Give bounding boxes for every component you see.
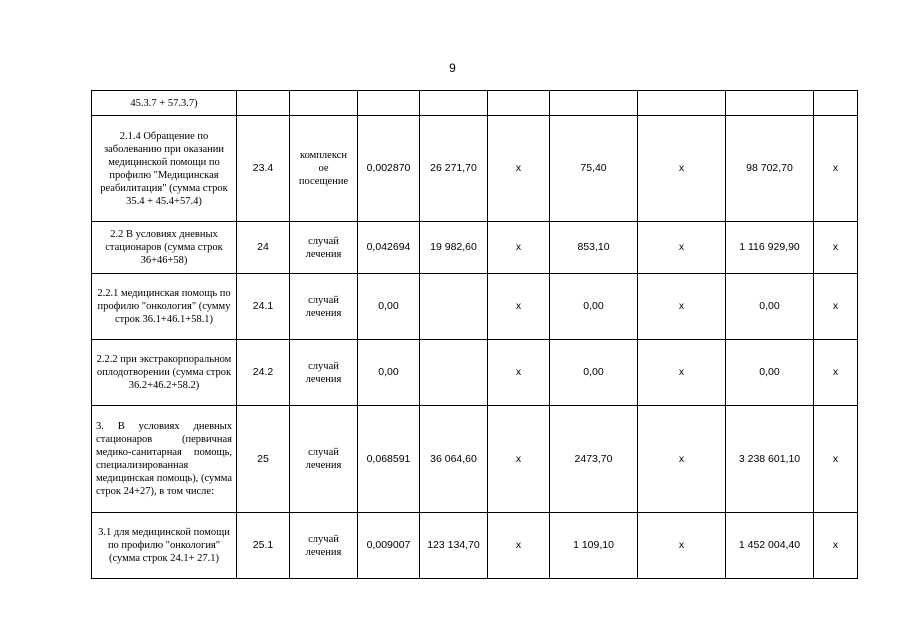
row-name: 3.1 для медицинской помощи по профилю "онкология" (сумма строк 24.1+ 27.1): [92, 513, 237, 579]
row-number: 25: [237, 406, 290, 513]
row-cost: 19 982,60: [420, 222, 488, 274]
row-col4: 1 116 929,90: [726, 222, 814, 274]
row-col5: х: [814, 222, 858, 274]
page-number: 9: [449, 61, 456, 75]
row-col4: 0,00: [726, 340, 814, 406]
row-col2: 75,40: [550, 116, 638, 222]
row-unit: случай лечения: [290, 222, 358, 274]
row-name: 3. В условиях дневных стационаров (первичная медико-санитарная помощь, специализированная медицинская помощь), (сумма строк 24+27), в том числе:: [92, 406, 237, 513]
row-col1: [488, 91, 550, 116]
row-col3: [638, 91, 726, 116]
row-unit: случай лечения: [290, 513, 358, 579]
row-col2: 853,10: [550, 222, 638, 274]
row-unit: [290, 91, 358, 116]
row-col1: х: [488, 340, 550, 406]
row-norm: 0,00: [358, 274, 420, 340]
row-norm: [358, 91, 420, 116]
row-unit: комплексн ое посещение: [290, 116, 358, 222]
row-col4: [726, 91, 814, 116]
row-number: 24: [237, 222, 290, 274]
row-norm: 0,068591: [358, 406, 420, 513]
row-col5: х: [814, 116, 858, 222]
row-norm: 0,042694: [358, 222, 420, 274]
row-unit: случай лечения: [290, 274, 358, 340]
row-norm: 0,002870: [358, 116, 420, 222]
row-cost: [420, 91, 488, 116]
row-number: 23.4: [237, 116, 290, 222]
row-cost: [420, 274, 488, 340]
table-row: [92, 406, 858, 513]
table-row: [92, 91, 858, 116]
table-row: [92, 340, 858, 406]
row-unit: случай лечения: [290, 340, 358, 406]
row-col1: х: [488, 406, 550, 513]
row-norm: 0,009007: [358, 513, 420, 579]
row-number: 24.1: [237, 274, 290, 340]
row-col1: х: [488, 274, 550, 340]
row-col4: 3 238 601,10: [726, 406, 814, 513]
row-col5: х: [814, 340, 858, 406]
row-col4: 98 702,70: [726, 116, 814, 222]
row-cost: 36 064,60: [420, 406, 488, 513]
row-col2: 2473,70: [550, 406, 638, 513]
row-cost: 26 271,70: [420, 116, 488, 222]
row-number: 25.1: [237, 513, 290, 579]
row-unit: случай лечения: [290, 406, 358, 513]
row-col3: х: [638, 116, 726, 222]
row-col3: х: [638, 513, 726, 579]
row-cost: 123 134,70: [420, 513, 488, 579]
row-cost: [420, 340, 488, 406]
row-col3: х: [638, 222, 726, 274]
row-col3: х: [638, 274, 726, 340]
row-name: 2.2 В условиях дневных стационаров (сумма строк 36+46+58): [92, 222, 237, 274]
table-row: [92, 222, 858, 274]
row-col4: 0,00: [726, 274, 814, 340]
row-norm: 0,00: [358, 340, 420, 406]
row-col1: х: [488, 116, 550, 222]
row-name: 2.2.1 медицинская помощь по профилю "онкология" (сумму строк 36.1+46.1+58.1): [92, 274, 237, 340]
row-col3: х: [638, 340, 726, 406]
table-row: [92, 274, 858, 340]
row-name: 2.2.2 при экстракорпоральном оплодотворении (сумма строк 36.2+46.2+58.2): [92, 340, 237, 406]
row-col5: х: [814, 274, 858, 340]
row-col1: х: [488, 513, 550, 579]
table-row: [92, 513, 858, 579]
row-col4: 1 452 004,40: [726, 513, 814, 579]
row-col2: [550, 91, 638, 116]
row-name: 45.3.7 + 57.3.7): [92, 91, 237, 116]
row-col5: х: [814, 406, 858, 513]
row-col5: х: [814, 513, 858, 579]
table-row: [92, 116, 858, 222]
row-col5: [814, 91, 858, 116]
data-table: [91, 90, 858, 579]
row-name: 2.1.4 Обращение по заболеванию при оказании медицинской помощи по профилю "Медицинская реабилитация" (сумма строк 35.4 + 45.4+57.4): [92, 116, 237, 222]
row-number: 24.2: [237, 340, 290, 406]
row-col2: 0,00: [550, 340, 638, 406]
row-col2: 1 109,10: [550, 513, 638, 579]
row-col3: х: [638, 406, 726, 513]
row-col2: 0,00: [550, 274, 638, 340]
row-col1: х: [488, 222, 550, 274]
row-number: [237, 91, 290, 116]
